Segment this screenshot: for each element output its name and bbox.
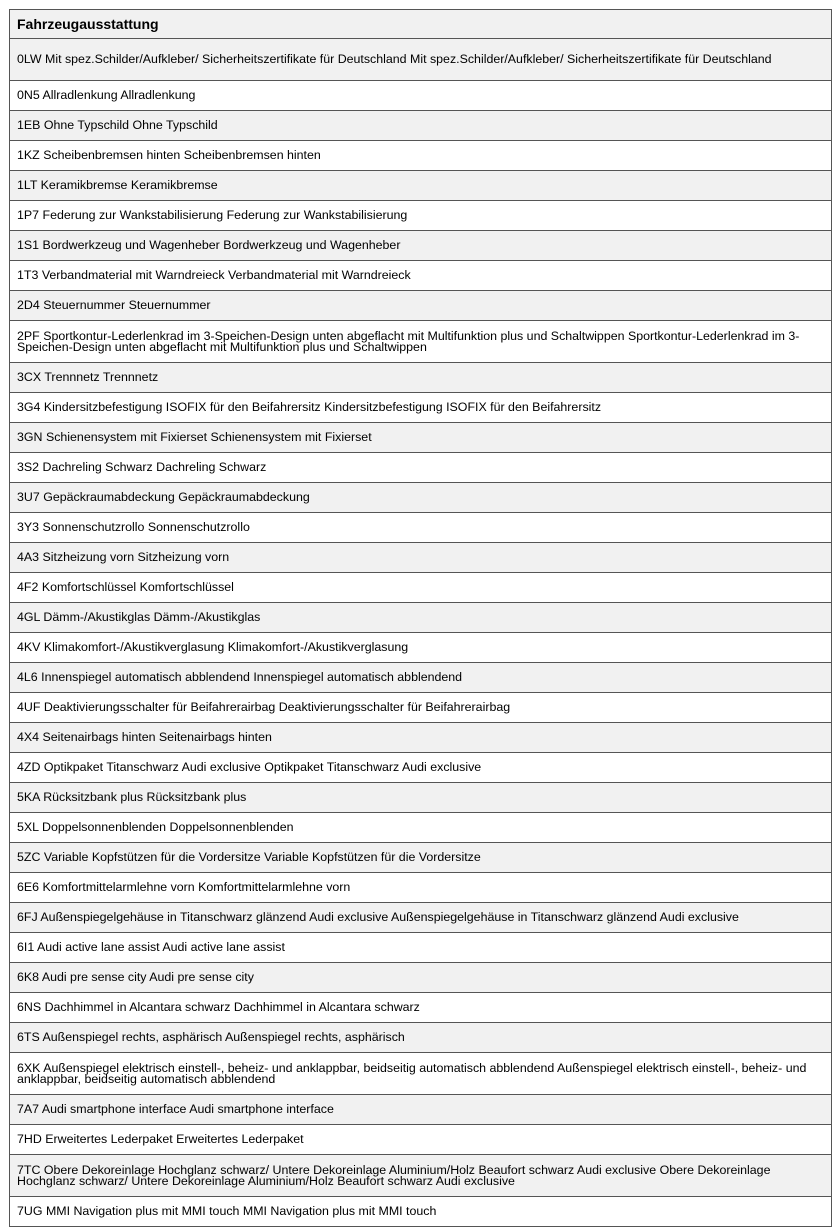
equipment-cell	[10, 813, 832, 843]
equipment-code: 6FJ	[17, 910, 38, 924]
equipment-code: 5XL	[17, 820, 39, 834]
equipment-row	[10, 423, 832, 453]
equipment-row	[10, 753, 832, 783]
equipment-cell	[10, 141, 832, 171]
equipment-description: Klimakomfort-/Akustikverglasung Klimakomfort-/Akustikverglasung	[43, 640, 409, 654]
equipment-row	[10, 1053, 832, 1095]
equipment-description: Komfortmittelarmlehne vorn Komfortmittelarmlehne vorn	[42, 880, 351, 894]
equipment-description: Außenspiegelgehäuse in Titanschwarz glänzend Audi exclusive Außenspiegelgehäuse in Titanschwarz glänzend Audi exclusive	[40, 910, 739, 924]
equipment-code: 7A7	[17, 1102, 40, 1116]
equipment-code: 4X4	[17, 730, 40, 744]
equipment-code: 4F2	[17, 580, 39, 594]
equipment-cell	[10, 573, 832, 603]
equipment-row	[10, 39, 832, 81]
equipment-row	[10, 261, 832, 291]
equipment-description: Dachreling Schwarz Dachreling Schwarz	[42, 460, 267, 474]
equipment-cell	[10, 963, 832, 993]
equipment-code: 2D4	[17, 298, 40, 312]
equipment-row	[10, 513, 832, 543]
equipment-cell	[10, 231, 832, 261]
equipment-description: Sonnenschutzrollo Sonnenschutzrollo	[42, 520, 250, 534]
equipment-cell	[10, 693, 832, 723]
equipment-code: 7HD	[17, 1132, 42, 1146]
equipment-code: 3GN	[17, 430, 43, 444]
equipment-code: 3CX	[17, 370, 42, 384]
equipment-cell	[10, 663, 832, 693]
equipment-list	[10, 39, 832, 1227]
equipment-description: Allradlenkung Allradlenkung	[42, 88, 196, 102]
equipment-row	[10, 291, 832, 321]
equipment-description: Federung zur Wankstabilisierung Federung zur Wankstabilisierung	[42, 208, 408, 222]
equipment-code: 4ZD	[17, 760, 41, 774]
equipment-cell	[10, 1197, 832, 1227]
equipment-description: Erweitertes Lederpaket Erweitertes Lederpaket	[45, 1132, 304, 1146]
equipment-cell	[10, 261, 832, 291]
equipment-description: Audi active lane assist Audi active lane assist	[37, 940, 285, 954]
equipment-row	[10, 663, 832, 693]
equipment-code: 3U7	[17, 490, 40, 504]
equipment-description: Keramikbremse Keramikbremse	[40, 178, 218, 192]
equipment-row	[10, 1125, 832, 1155]
equipment-description: Rücksitzbank plus Rücksitzbank plus	[43, 790, 247, 804]
equipment-cell	[10, 321, 832, 363]
equipment-code: 1LT	[17, 178, 38, 192]
equipment-description: Obere Dekoreinlage Hochglanz schwarz/ Untere Dekoreinlage Aluminium/Holz Beaufort schwarz Audi exclusive Obere Dekoreinlage Hochglanz schwarz/ Untere Dekoreinlage Aluminium/Holz Beaufort schwarz Audi exclusive	[17, 1162, 771, 1188]
equipment-code: 3G4	[17, 400, 41, 414]
table-title: Fahrzeugausstattung	[10, 10, 832, 39]
equipment-row	[10, 141, 832, 171]
equipment-row	[10, 993, 832, 1023]
equipment-cell	[10, 81, 832, 111]
equipment-description: Außenspiegel elektrisch einstell-, beheiz- und anklappbar, beidseitig automatisch abblendend Außenspiegel elektrisch einstell-, beheiz- und anklappbar, beidseitig automatisch abblendend	[17, 1060, 807, 1086]
equipment-cell	[10, 291, 832, 321]
equipment-row	[10, 573, 832, 603]
equipment-row	[10, 111, 832, 141]
equipment-description: Deaktivierungsschalter für Beifahrerairbag Deaktivierungsschalter für Beifahrerairbag	[43, 700, 511, 714]
equipment-cell	[10, 393, 832, 423]
equipment-cell	[10, 603, 832, 633]
equipment-description: Sportkontur-Lederlenkrad im 3-Speichen-Design unten abgeflacht mit Multifunktion plus und Schaltwippen Sportkontur-Lederlenkrad im 3-Speichen-Design unten abgeflacht mit Multifunktion plus und Schaltwippen	[17, 328, 800, 354]
equipment-code: 6NS	[17, 1000, 42, 1014]
equipment-cell	[10, 873, 832, 903]
equipment-description: Außenspiegel rechts, asphärisch Außenspiegel rechts, asphärisch	[42, 1030, 405, 1044]
equipment-cell	[10, 843, 832, 873]
equipment-row	[10, 1197, 832, 1227]
equipment-row	[10, 903, 832, 933]
equipment-description: Dämm-/Akustikglas Dämm-/Akustikglas	[43, 610, 261, 624]
equipment-description: Sitzheizung vorn Sitzheizung vorn	[42, 550, 230, 564]
equipment-cell	[10, 933, 832, 963]
equipment-description: Verbandmaterial mit Warndreieck Verbandmaterial mit Warndreieck	[41, 268, 411, 282]
equipment-row	[10, 873, 832, 903]
equipment-description: Steuernummer Steuernummer	[43, 298, 211, 312]
equipment-code: 3S2	[17, 460, 40, 474]
equipment-code: 1P7	[17, 208, 40, 222]
equipment-row	[10, 543, 832, 573]
equipment-description: Schienensystem mit Fixierset Schienensystem mit Fixierset	[45, 430, 372, 444]
equipment-description: Ohne Typschild Ohne Typschild	[43, 118, 218, 132]
equipment-cell	[10, 1053, 832, 1095]
equipment-code: 6E6	[17, 880, 40, 894]
equipment-cell	[10, 543, 832, 573]
equipment-cell	[10, 723, 832, 753]
equipment-description: Dachhimmel in Alcantara schwarz Dachhimmel in Alcantara schwarz	[44, 1000, 420, 1014]
equipment-row	[10, 843, 832, 873]
equipment-row	[10, 321, 832, 363]
equipment-cell	[10, 171, 832, 201]
equipment-description: Komfortschlüssel Komfortschlüssel	[41, 580, 234, 594]
equipment-description: Gepäckraumabdeckung Gepäckraumabdeckung	[43, 490, 310, 504]
equipment-cell	[10, 1023, 832, 1053]
equipment-description: Innenspiegel automatisch abblendend Innenspiegel automatisch abblendend	[41, 670, 463, 684]
equipment-cell	[10, 513, 832, 543]
equipment-code: 3Y3	[17, 520, 40, 534]
equipment-cell	[10, 39, 832, 81]
equipment-description: Mit spez.Schilder/Aufkleber/ Sicherheitszertifikate für Deutschland Mit spez.Schilder/Aufkleber/ Sicherheitszertifikate für Deutschland	[45, 52, 772, 66]
equipment-row	[10, 933, 832, 963]
equipment-code: 5ZC	[17, 850, 41, 864]
equipment-row	[10, 1023, 832, 1053]
equipment-row	[10, 231, 832, 261]
equipment-code: 4KV	[17, 640, 41, 654]
equipment-row	[10, 723, 832, 753]
equipment-code: 6TS	[17, 1030, 40, 1044]
equipment-cell	[10, 363, 832, 393]
equipment-row	[10, 693, 832, 723]
equipment-code: 1KZ	[17, 148, 40, 162]
equipment-cell	[10, 993, 832, 1023]
equipment-code: 0LW	[17, 52, 42, 66]
equipment-code: 1T3	[17, 268, 39, 282]
equipment-description: Scheibenbremsen hinten Scheibenbremsen hinten	[43, 148, 321, 162]
equipment-cell	[10, 1155, 832, 1197]
equipment-code: 4L6	[17, 670, 38, 684]
equipment-code: 4UF	[17, 700, 41, 714]
equipment-description: Trennnetz Trennnetz	[44, 370, 159, 384]
equipment-row	[10, 81, 832, 111]
equipment-description: Seitenairbags hinten Seitenairbags hinten	[42, 730, 272, 744]
equipment-description: Audi smartphone interface Audi smartphone interface	[41, 1102, 334, 1116]
equipment-row	[10, 483, 832, 513]
equipment-description: Optikpaket Titanschwarz Audi exclusive Optikpaket Titanschwarz Audi exclusive	[43, 760, 482, 774]
equipment-description: Bordwerkzeug und Wagenheber Bordwerkzeug und Wagenheber	[42, 238, 401, 252]
equipment-description: Audi pre sense city Audi pre sense city	[41, 970, 254, 984]
equipment-row	[10, 783, 832, 813]
equipment-row	[10, 201, 832, 231]
equipment-row	[10, 813, 832, 843]
equipment-row	[10, 363, 832, 393]
equipment-code: 4A3	[17, 550, 40, 564]
equipment-row	[10, 1155, 832, 1197]
equipment-code: 5KA	[17, 790, 40, 804]
equipment-cell	[10, 453, 832, 483]
equipment-cell	[10, 903, 832, 933]
equipment-cell	[10, 423, 832, 453]
equipment-row	[10, 453, 832, 483]
table-header-row	[10, 10, 832, 39]
equipment-description: Kindersitzbefestigung ISOFIX für den Beifahrersitz Kindersitzbefestigung ISOFIX für den Beifahrersitz	[43, 400, 602, 414]
equipment-row	[10, 1095, 832, 1125]
equipment-row	[10, 603, 832, 633]
equipment-sheet	[9, 9, 832, 1227]
equipment-description: Doppelsonnenblenden Doppelsonnenblenden	[42, 820, 294, 834]
equipment-cell	[10, 201, 832, 231]
equipment-code: 7UG	[17, 1204, 43, 1218]
equipment-code: 2PF	[17, 328, 40, 343]
equipment-cell	[10, 633, 832, 663]
equipment-row	[10, 963, 832, 993]
equipment-code: 1EB	[17, 118, 41, 132]
equipment-code: 1S1	[17, 238, 40, 252]
equipment-cell	[10, 483, 832, 513]
equipment-cell	[10, 111, 832, 141]
equipment-row	[10, 393, 832, 423]
equipment-cell	[10, 783, 832, 813]
equipment-code: 4GL	[17, 610, 40, 624]
equipment-description: Variable Kopfstützen für die Vordersitze Variable Kopfstützen für die Vordersitze	[43, 850, 481, 864]
equipment-cell	[10, 1125, 832, 1155]
equipment-table	[9, 9, 832, 1227]
equipment-row	[10, 171, 832, 201]
equipment-description: MMI Navigation plus mit MMI touch MMI Navigation plus mit MMI touch	[45, 1204, 437, 1218]
equipment-code: 7TC	[17, 1162, 41, 1177]
equipment-code: 6K8	[17, 970, 40, 984]
equipment-code: 0N5	[17, 88, 40, 102]
equipment-code: 6I1	[17, 940, 35, 954]
equipment-row	[10, 633, 832, 663]
equipment-cell	[10, 753, 832, 783]
equipment-cell	[10, 1095, 832, 1125]
equipment-code: 6XK	[17, 1060, 41, 1075]
